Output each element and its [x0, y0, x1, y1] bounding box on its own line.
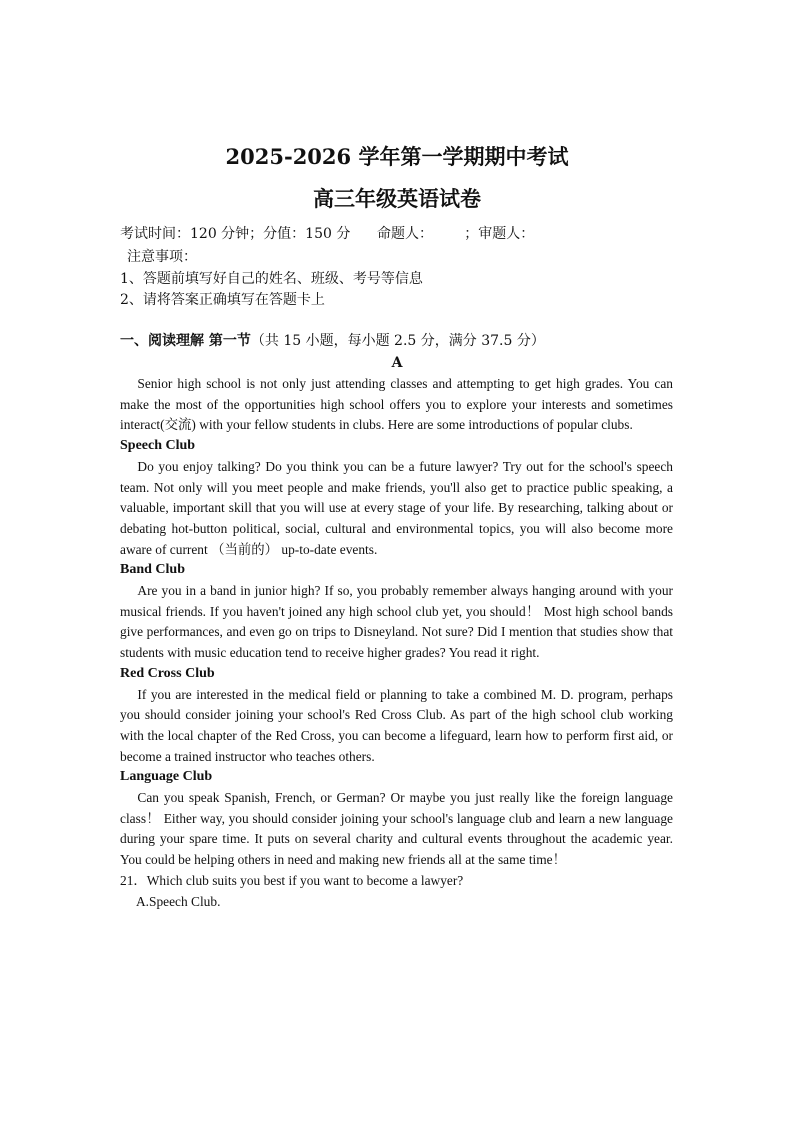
exam-setter: 命题人：	[377, 226, 434, 242]
note-item: 2、请将答案正确填写在答题卡上	[120, 292, 325, 308]
club-heading-band: Band Club	[120, 562, 185, 578]
note-item: 1、答题前填写好自己的姓名、班级、考号等信息	[120, 271, 423, 287]
club-text-red-cross: If you are interested in the medical field or planning to take a combined M. D. program, perhaps you should consider joining your school's Red Cross Club. As part of the high school club working with the local chapter of the Red Cross, you can become a lifeguard, learn how to perform first aid, or become a trained instructor who teaches others.	[120, 686, 673, 764]
passage-label: A	[391, 355, 403, 371]
section-title: 一、阅读理解 第一节	[120, 333, 251, 349]
club-heading-language: Language Club	[120, 769, 213, 785]
club-text-speech: Do you enjoy talking? Do you think you can be a future lawyer? Try out for the school's speech team. Not only will you meet people and make friends, you'll also get to practice public speaking, a valuable, important skill that you will use at every stage of your life. By researching, talking about or debating hot-button political, social, cultural and environmental topics, you will also become more aware of current （当前的） up-to-date events.	[120, 458, 673, 557]
club-heading-red-cross: Red Cross Club	[120, 665, 215, 681]
passage-intro: Senior high school is not only just attending classes and attempting to get high grades. You can make the most of the opportunities high school offers you to explore your interests and sometimes interact(交流) with your fellow students in clubs. Here are some introductions of popular clubs.	[120, 376, 673, 433]
section-detail: （共 15 小题，每小题 2.5 分，满分 37.5 分）	[250, 333, 545, 349]
exam-info	[120, 224, 680, 245]
club-text-band: Are you in a band in junior high? If so, you probably remember always hanging around with your musical friends. If you haven't joined any high school club yet, you should！ Most high school bands give performances, and even go on trips to Disneyland. Not sure? Did I mention that studies show that students with music education tend to receive higher grades? You read it right.	[120, 583, 673, 661]
club-heading-speech: Speech Club	[120, 438, 196, 454]
question-number: 21．	[120, 872, 147, 888]
passage-body	[120, 374, 673, 912]
question-21	[120, 871, 673, 892]
notes-title: 注意事项：	[127, 249, 197, 265]
option-a: A.Speech Club.	[136, 893, 221, 909]
exam-title: 2025-2026 学年第一学期期中考试	[225, 144, 569, 169]
question-text: Which club suits you best if you want to become a lawyer?	[146, 872, 464, 888]
exam-reviewer: ；审题人：	[464, 226, 535, 242]
exam-time-score: 考试时间：120 分钟；分值：150 分	[120, 226, 351, 242]
exam-subtitle: 高三年级英语试卷	[313, 186, 481, 211]
club-text-language: Can you speak Spanish, French, or German? Or maybe you just really like the foreign language class！ Either way, you should consider joining your school's language club and learn a new language during your spare time. It puts on several charity and cultural events throughout the academic year. You could be helping others in need and making new friends all at the same time！	[120, 790, 673, 868]
section-heading	[120, 331, 680, 352]
